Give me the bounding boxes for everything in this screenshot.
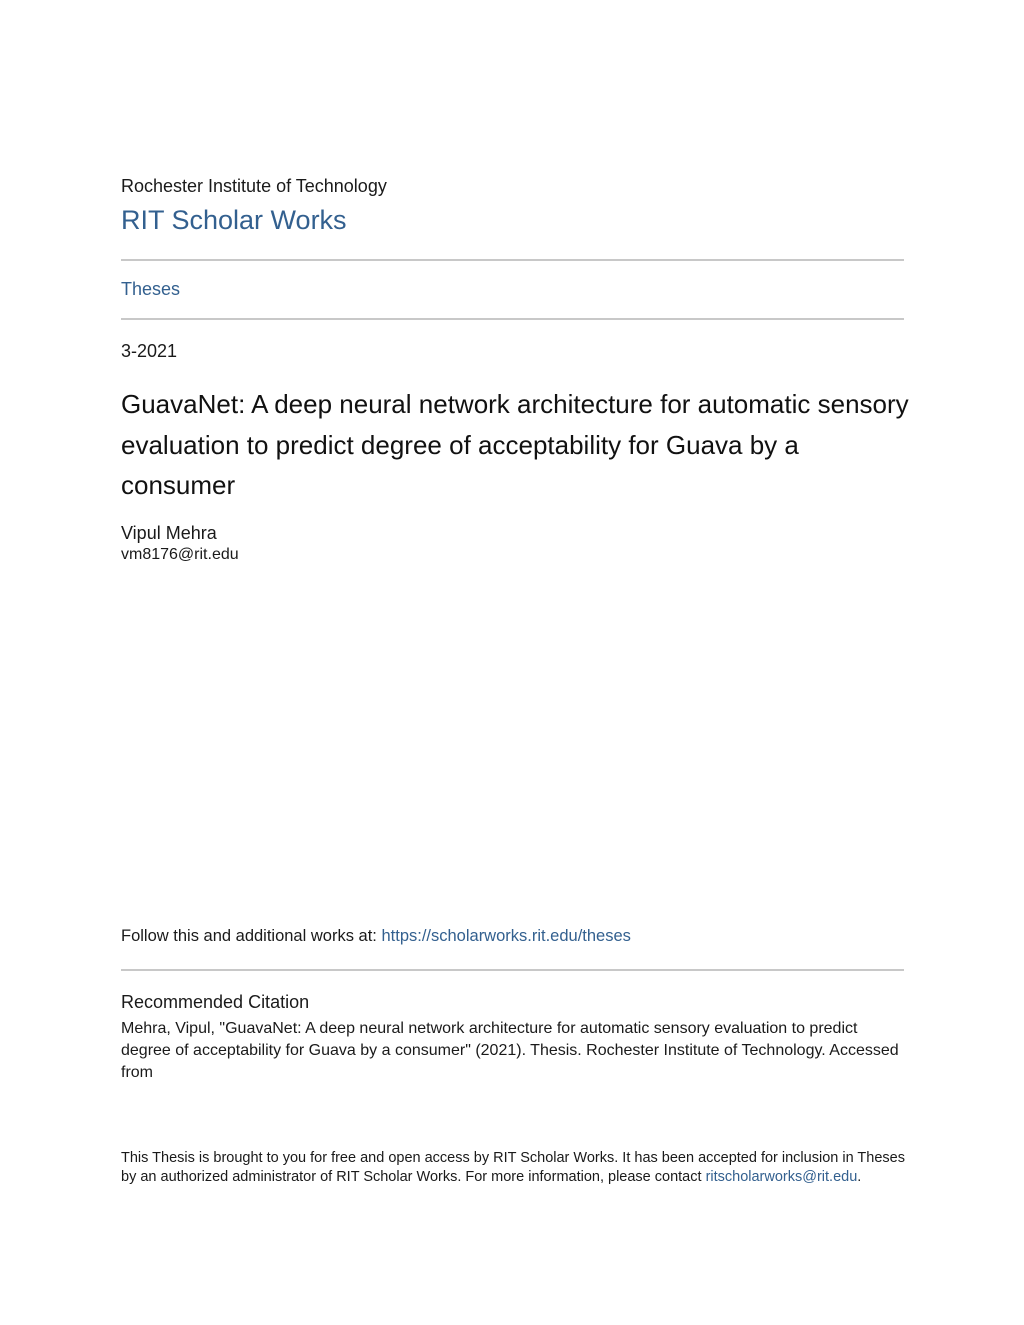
citation-text: Mehra, Vipul, "GuavaNet: A deep neural network architecture for automatic sensory evaluation to predict degree of acceptability for Guava by a consumer" (2021). Thesis. Rochester Institute of Technology. Accessed from [121,1020,899,1081]
collection-link[interactable]: Theses [121,279,181,299]
footer-period: . [857,1169,862,1185]
follow-line [121,927,631,946]
document-title: GuavaNet: A deep neural network architecture for automatic sensory evaluation to predict degree of acceptability for Guava by a consumer [121,389,909,500]
author-name: Vipul Mehra [121,523,217,543]
citation-heading: Recommended Citation [121,992,310,1012]
divider-top [121,259,904,261]
institution-name: Rochester Institute of Technology [121,176,387,196]
divider-citation [121,969,904,971]
footer-notice-text: This Thesis is brought to you for free and open access by RIT Scholar Works. It has been accepted for inclusion in Theses by an authorized administrator of RIT Scholar Works. For more information, please contact [121,1150,905,1185]
follow-label: Follow this and additional works at: [121,927,382,945]
footer-notice [121,1149,906,1187]
divider-collection [121,318,904,320]
theses-url-link[interactable]: https://scholarworks.rit.edu/theses [381,927,631,945]
author-email: vm8176@rit.edu [121,546,239,563]
publication-date: 3-2021 [121,341,178,361]
repository-link[interactable]: RIT Scholar Works [121,205,347,235]
contact-email-link[interactable]: ritscholarworks@rit.edu [705,1169,858,1185]
